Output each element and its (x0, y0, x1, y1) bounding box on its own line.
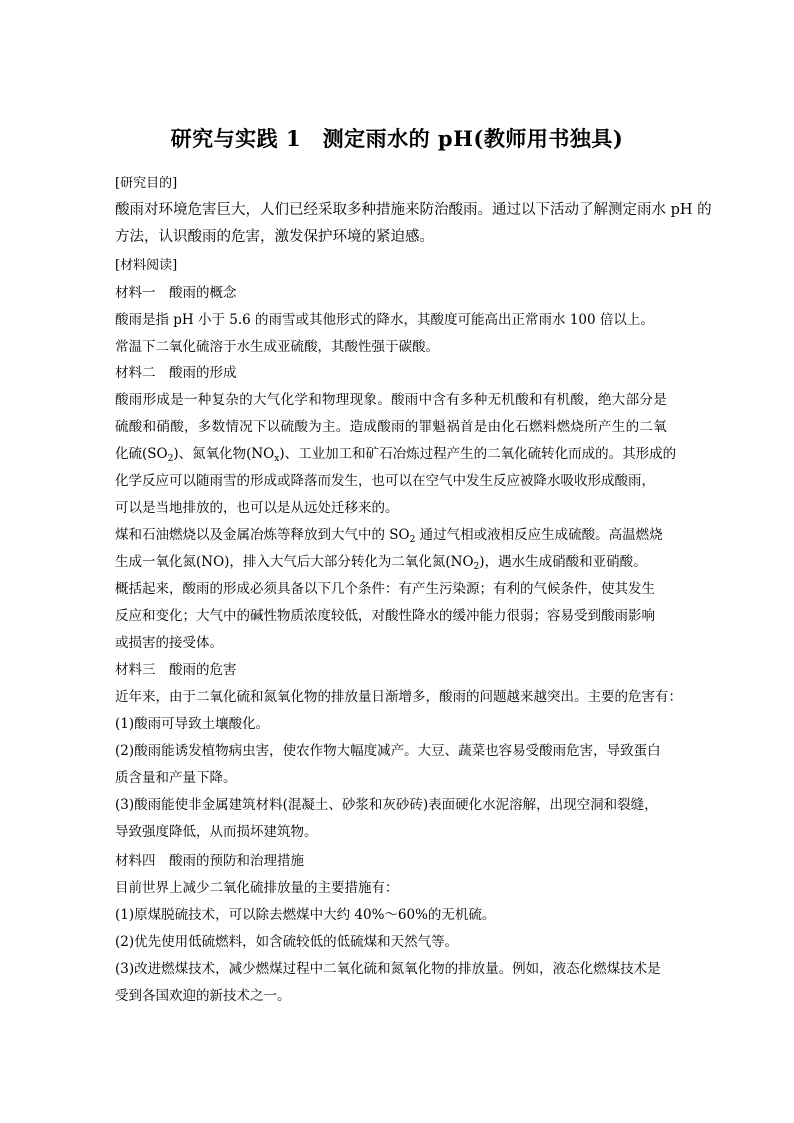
material-3-line-4: 质含量和产量下降。 (115, 770, 237, 786)
material-1-heading: 材料一 酸雨的概念 (115, 285, 237, 301)
material-2-line-1: 酸雨形成是一种复杂的大气化学和物理现象。酸雨中含有多种无机酸和有机酸，绝大部分是 (115, 392, 667, 408)
material-1-line-2: 常温下二氧化硫溶于水生成亚硫酸，其酸性强于碳酸。 (115, 339, 439, 355)
goal-line-2: 方法，认识酸雨的危害，激发保护环境的紧迫感。 (115, 229, 434, 245)
material-3-line-1: 近年来，由于二氧化硫和氮氧化物的排放量日渐增多，酸雨的问题越来越突出。主要的危害有： (115, 689, 682, 705)
material-1-line-1: 酸雨是指 pH 小于 5.6 的雨雪或其他形式的降水，其酸度可能高出正常雨水 100 倍以上。 (115, 312, 654, 328)
goal-line-1: 酸雨对环境危害巨大，人们已经采取多种措施来防治酸雨。通过以下活动了解测定雨水 pH 的 (115, 202, 712, 218)
material-4-line-4: (3)改进燃煤技术，减少燃煤过程中二氧化硫和氮氧化物的排放量。例如，液态化燃煤技术是 (115, 961, 661, 977)
material-2-line-4: 化学反应可以随雨雪的形成或降落而发生，也可以在空气中发生反应被降水吸收形成酸雨， (115, 473, 655, 489)
material-3-line-5: (3)酸雨能使非金属建筑材料(混凝土、砂浆和灰砂砖)表面硬化水泥溶解，出现空洞和裂缝， (115, 797, 658, 813)
material-2-line-8: 概括起来，酸雨的形成必须具备以下几个条件：有产生污染源；有利的气候条件，使其发生 (115, 581, 655, 597)
material-2-line-9: 反应和变化；大气中的碱性物质浓度较低，对酸性降水的缓冲能力很弱；容易受到酸雨影响 (115, 608, 655, 624)
material-2-line-5: 可以是当地排放的，也可以是从远处迁移来的。 (115, 500, 399, 516)
material-3-line-3: (2)酸雨能诱发植物病虫害，使农作物大幅度减产。大豆、蔬菜也容易受酸雨危害，导致蛋白 (115, 743, 661, 759)
material-2-line-2: 硫酸和硝酸，多数情况下以硫酸为主。造成酸雨的罪魁祸首是由化石燃料燃烧所产生的二氧 (115, 419, 667, 435)
section-heading-goal: [研究目的] (115, 176, 178, 191)
material-3-line-6: 导致强度降低，从而损坏建筑物。 (115, 824, 318, 840)
section-heading-reading: [材料阅读] (115, 258, 178, 273)
material-2-line-7: 生成一氧化氮(NO)，排入大气后大部分转化为二氧化氮$(NO_2)$，遇水生成硝酸和亚硝酸。 (115, 554, 647, 572)
material-2-line-3: 化硫$(SO_2)$、氮氧化物$(NO_x)$、工业加工和矿石冶炼过程产生的二氧化硫转化而成的。其形成的 (115, 446, 677, 464)
material-2-line-6: 煤和石油燃烧以及金属冶炼等释放到大气中的 $SO_2$ 通过气相或液相反应生成硫酸。高温燃烧 (115, 527, 663, 545)
material-3-line-2: (1)酸雨可导致土壤酸化。 (115, 716, 270, 732)
material-2-heading: 材料二 酸雨的形成 (115, 365, 237, 381)
material-4-line-2: (1)原煤脱硫技术，可以除去燃煤中大约 40%～60%的无机硫。 (115, 907, 496, 923)
material-2-line-10: 或损害的接受体。 (115, 635, 223, 651)
material-4-heading: 材料四 酸雨的预防和治理措施 (115, 853, 304, 869)
page-title: 研究与实践 1 测定雨水的 pH(教师用书独具) (170, 126, 624, 151)
material-3-heading: 材料三 酸雨的危害 (115, 662, 237, 678)
material-4-line-3: (2)优先使用低硫燃料，如含硫较低的低硫煤和天然气等。 (115, 934, 459, 950)
material-4-line-5: 受到各国欢迎的新技术之一。 (115, 988, 291, 1004)
material-4-line-1: 目前世界上减少二氧化硫排放量的主要措施有： (115, 880, 399, 896)
